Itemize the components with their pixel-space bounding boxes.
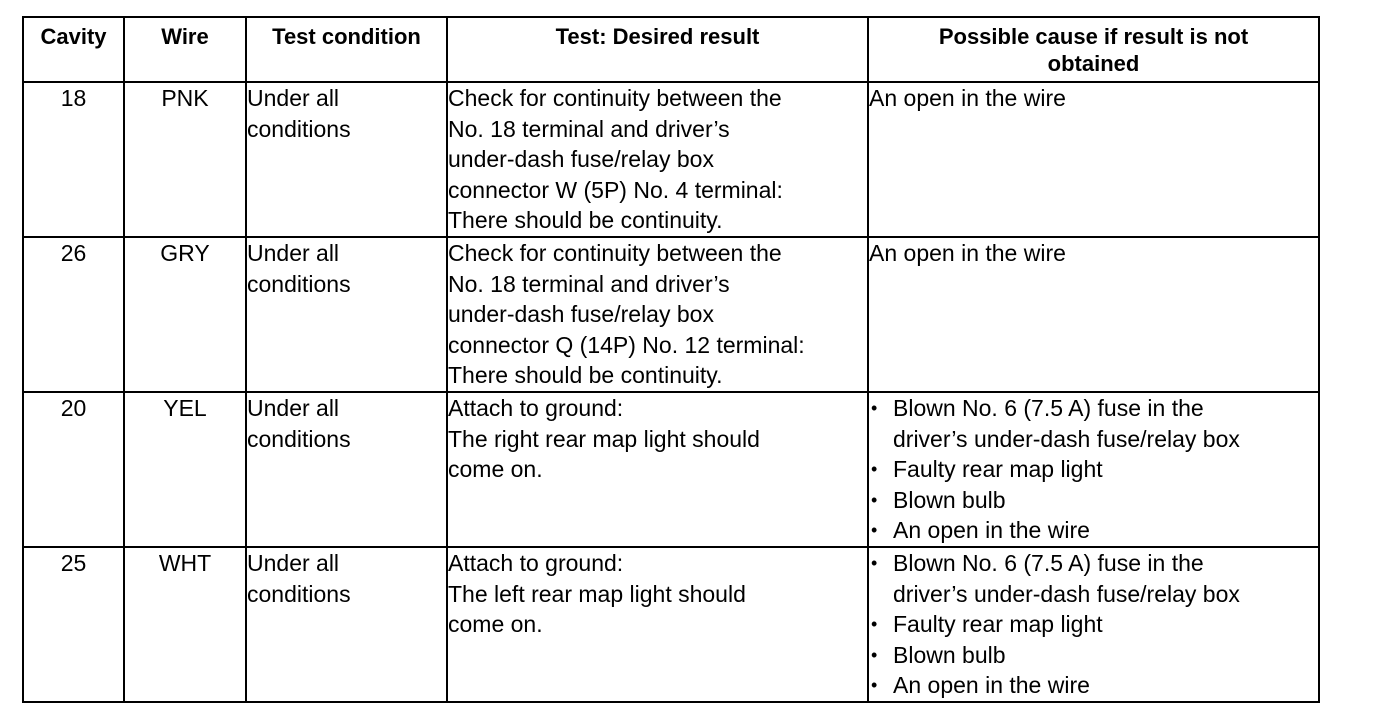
- cause-line: An open in the wire: [893, 672, 1090, 699]
- table-row: [23, 82, 1319, 237]
- test-line: connector Q (14P) No. 12 terminal:: [448, 331, 805, 358]
- test-cell: [447, 547, 868, 702]
- table-row: [23, 237, 1319, 392]
- header-possible-cause-line2: obtained: [1047, 51, 1140, 76]
- cause-line: Blown No. 6 (7.5 A) fuse in the: [893, 549, 1204, 576]
- condition-cell: [246, 237, 447, 392]
- bullet-icon: •: [871, 459, 878, 480]
- cause-list: [869, 393, 1318, 546]
- header-possible-cause: [868, 17, 1319, 82]
- test-line: under-dash fuse/relay box: [448, 146, 714, 173]
- cause-item: [869, 670, 1318, 701]
- cause-item: [869, 393, 1318, 454]
- wire-cell: YEL: [124, 392, 246, 547]
- condition-line: Under all: [247, 239, 340, 266]
- condition-line: conditions: [247, 115, 351, 142]
- cause-line: Faulty rear map light: [893, 611, 1103, 638]
- test-line: The left rear map light should: [448, 580, 746, 607]
- cause-cell: [868, 237, 1319, 392]
- test-line: The right rear map light should: [448, 425, 760, 452]
- cavity-cell: 25: [23, 547, 124, 702]
- cause-text: An open in the wire: [869, 239, 1066, 266]
- cause-cell: [868, 547, 1319, 702]
- cause-line: driver’s under-dash fuse/relay box: [893, 580, 1240, 607]
- condition-line: Under all: [247, 549, 340, 576]
- test-line: No. 18 terminal and driver’s: [448, 270, 730, 297]
- test-line: No. 18 terminal and driver’s: [448, 115, 730, 142]
- condition-line: conditions: [247, 270, 351, 297]
- test-cell: [447, 392, 868, 547]
- bullet-icon: •: [871, 520, 878, 541]
- cause-line: driver’s under-dash fuse/relay box: [893, 425, 1240, 452]
- cause-list: [869, 548, 1318, 701]
- bullet-icon: •: [871, 675, 878, 696]
- cause-line: Blown bulb: [893, 486, 1006, 513]
- table-row: [23, 547, 1319, 702]
- test-line: come on.: [448, 456, 543, 483]
- cause-item: [869, 485, 1318, 516]
- test-line: Attach to ground:: [448, 549, 624, 576]
- wire-cell: PNK: [124, 82, 246, 237]
- cause-cell: [868, 82, 1319, 237]
- condition-line: Under all: [247, 85, 340, 111]
- cause-item: [869, 640, 1318, 671]
- cause-line: Blown bulb: [893, 641, 1006, 668]
- cause-item: [869, 454, 1318, 485]
- test-line: Check for continuity between the: [448, 239, 782, 266]
- cause-cell: [868, 392, 1319, 547]
- header-test-condition: Test condition: [246, 17, 447, 82]
- bullet-icon: •: [871, 614, 878, 635]
- condition-line: conditions: [247, 580, 351, 607]
- condition-cell: [246, 547, 447, 702]
- condition-line: Under all: [247, 394, 340, 421]
- bullet-icon: •: [871, 552, 878, 573]
- header-row: [23, 17, 1319, 82]
- cause-line: Blown No. 6 (7.5 A) fuse in the: [893, 394, 1204, 421]
- test-line: come on.: [448, 611, 543, 638]
- header-wire: Wire: [124, 17, 246, 82]
- bullet-icon: •: [871, 489, 878, 510]
- condition-line: conditions: [247, 425, 351, 452]
- cause-item: [869, 609, 1318, 640]
- cause-line: Faulty rear map light: [893, 456, 1103, 483]
- cause-item: [869, 515, 1318, 546]
- test-line: There should be continuity.: [448, 362, 723, 389]
- condition-cell: [246, 82, 447, 237]
- wire-cell: WHT: [124, 547, 246, 702]
- test-line: under-dash fuse/relay box: [448, 301, 714, 328]
- cavity-cell: 18: [23, 82, 124, 237]
- table-row: [23, 392, 1319, 547]
- header-possible-cause-line1: Possible cause if result is not: [938, 24, 1249, 49]
- test-line: Attach to ground:: [448, 394, 624, 421]
- cause-item: [869, 548, 1318, 609]
- bullet-icon: •: [871, 644, 878, 665]
- test-cell: [447, 82, 868, 237]
- header-cavity: Cavity: [23, 17, 124, 82]
- test-line: Check for continuity between the: [448, 85, 782, 111]
- cause-text: An open in the wire: [869, 85, 1066, 111]
- cause-line: An open in the wire: [893, 517, 1090, 544]
- cavity-cell: 20: [23, 392, 124, 547]
- wire-cell: GRY: [124, 237, 246, 392]
- test-line: connector W (5P) No. 4 terminal:: [448, 176, 783, 203]
- test-line: There should be continuity.: [448, 207, 723, 234]
- condition-cell: [246, 392, 447, 547]
- cavity-cell: 26: [23, 237, 124, 392]
- header-test-result: Test: Desired result: [447, 17, 868, 82]
- test-cell: [447, 237, 868, 392]
- bullet-icon: •: [871, 397, 878, 418]
- troubleshooting-table: [22, 16, 1320, 703]
